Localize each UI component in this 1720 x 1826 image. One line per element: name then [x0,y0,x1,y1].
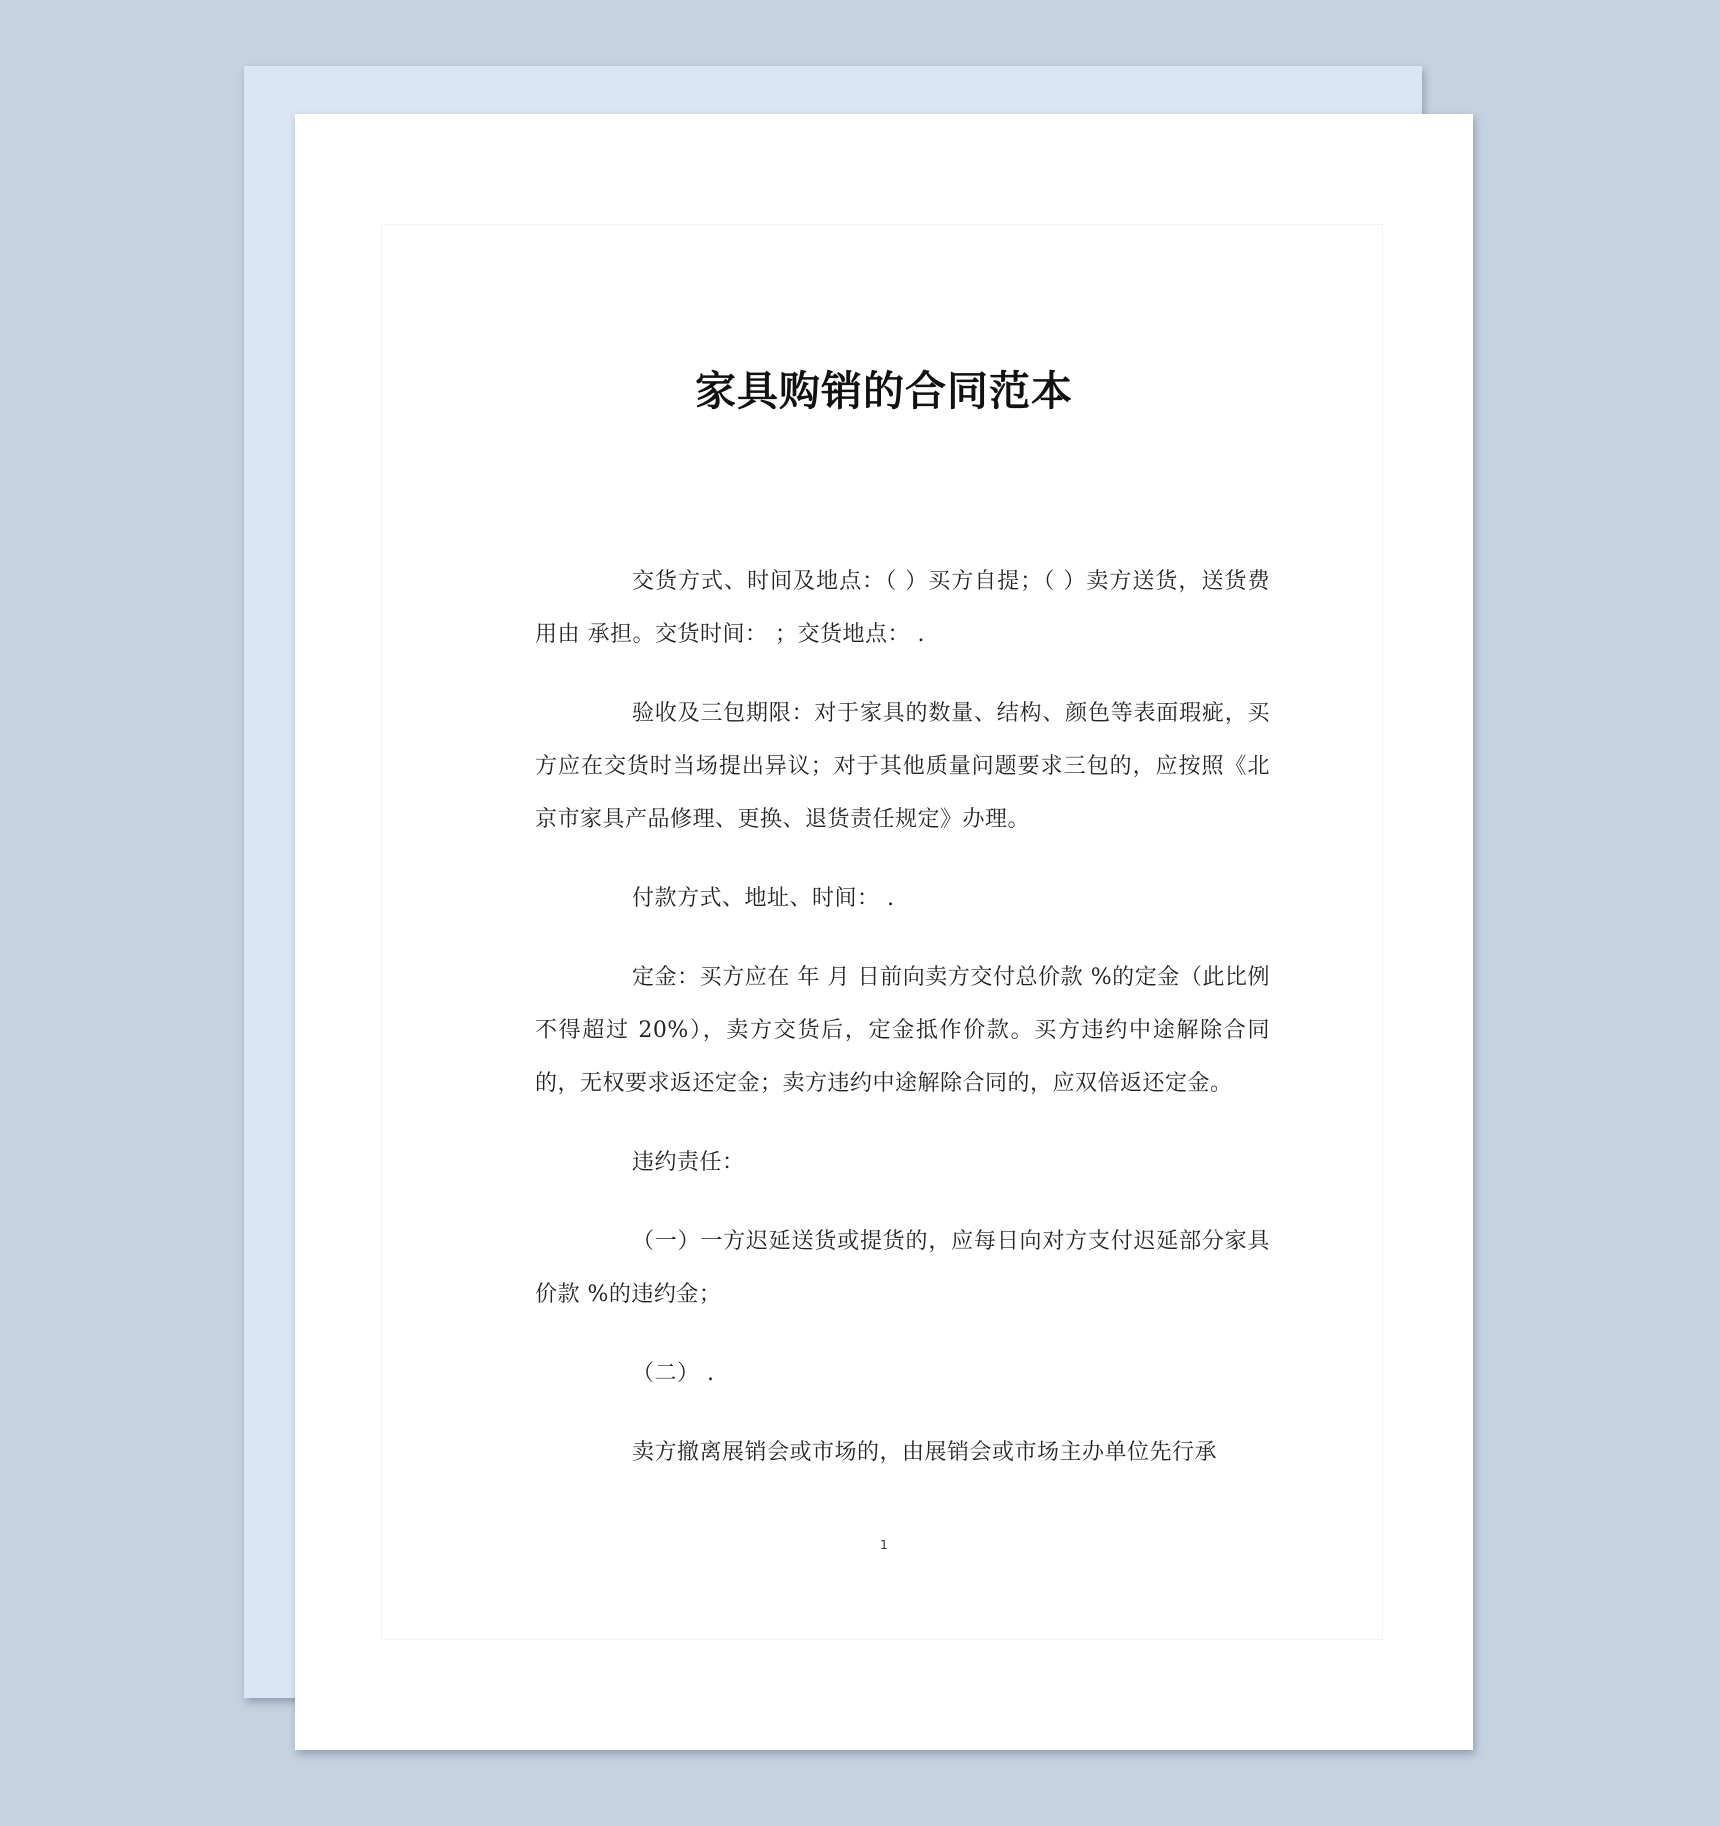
paragraph-payment: 付款方式、地址、时间： . [632,886,895,911]
page-number: 1 [880,1538,888,1552]
paragraph-liability-2: （二） . [632,1361,715,1386]
document-body [535,555,1270,1505]
document-page [295,114,1473,1750]
document-title: 家具购销的合同范本 [695,367,1073,415]
paragraph-deposit: 定金：买方应在 年 月 日前向卖方交付总价款 %的定金（此比例不得超过 20%），卖方交货后，定金抵作价款。买方违约中途解除合同的，无权要求返还定金；卖方违约中途解除合同的，应双倍返还定金。 [535,965,1270,1096]
paragraph-inspection: 验收及三包期限：对于家具的数量、结构、颜色等表面瑕疵，买方应在交货时当场提出异议；对于其他质量问题要求三包的，应按照《北京市家具产品修理、更换、退货责任规定》办理。 [535,701,1270,832]
paragraph-seller-withdrawal: 卖方撤离展销会或市场的，由展销会或市场主办单位先行承 [632,1440,1218,1465]
paragraph-delivery: 交货方式、时间及地点：（ ）买方自提；（ ）卖方送货，送货费用由 承担。交货时间： ；交货地点： . [535,569,1270,647]
paragraph-liability-1: （一）一方迟延送货或提货的，应每日向对方支付迟延部分家具价款 %的违约金； [535,1229,1270,1307]
paragraph-liability-heading: 违约责任： [632,1150,745,1175]
